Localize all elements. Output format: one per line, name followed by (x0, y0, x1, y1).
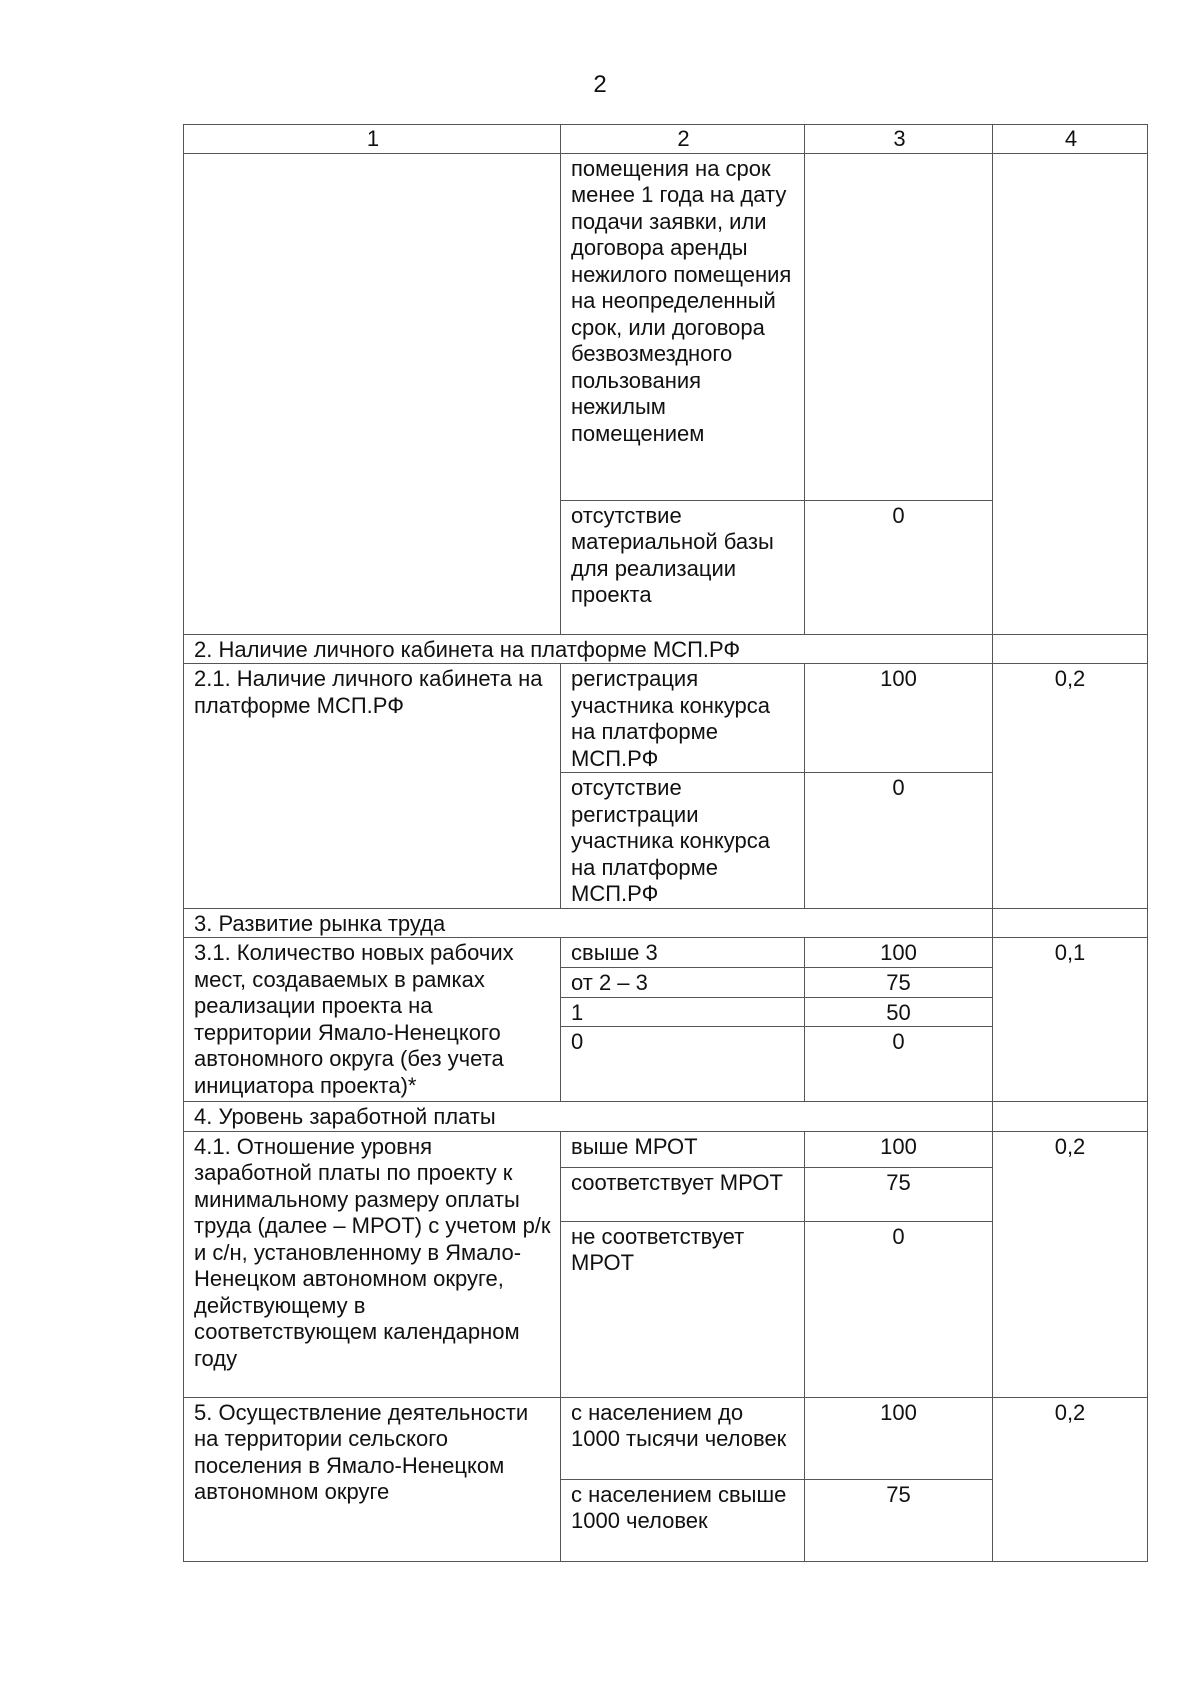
table-row (184, 1397, 1148, 1479)
table-row (184, 1131, 1148, 1167)
table-row (184, 938, 1148, 968)
option-text: помещения на срок менее 1 года на дату подачи заявки, или договора аренды нежилого помещения на неопределенный срок, или договора безвозмездного пользования нежилым помещением (561, 153, 805, 500)
criterion-name: 3.1. Количество новых рабочих мест, создаваемых в рамках реализации проекта на территории Ямало-Ненецкого автономного округа (без учета инициатора проекта)* (184, 938, 561, 1102)
option-text: от 2 – 3 (561, 968, 805, 998)
section-weight-cell (993, 908, 1148, 938)
criterion-weight: 0,1 (993, 938, 1148, 1102)
option-text: с населением свыше 1000 человек (561, 1479, 805, 1561)
column-number-1: 1 (184, 125, 561, 154)
option-text: соответствует МРОТ (561, 1167, 805, 1221)
section-row (184, 1102, 1148, 1132)
criterion-weight: 0,2 (993, 1131, 1148, 1397)
criteria-table (183, 124, 1148, 1562)
section-row (184, 634, 1148, 664)
section-weight-cell (993, 634, 1148, 664)
option-score: 75 (805, 1479, 993, 1561)
section-title: 4. Уровень заработной платы (184, 1102, 993, 1132)
criterion-weight: 0,2 (993, 1397, 1148, 1561)
option-text: 1 (561, 997, 805, 1027)
option-score (805, 153, 993, 500)
option-score: 100 (805, 1131, 993, 1167)
option-score: 50 (805, 997, 993, 1027)
table-row (184, 664, 1148, 773)
option-text: свыше 3 (561, 938, 805, 968)
option-score: 0 (805, 1221, 993, 1397)
column-number-2: 2 (561, 125, 805, 154)
table-header-row (184, 125, 1148, 154)
weight-cell (993, 153, 1148, 634)
section-row (184, 908, 1148, 938)
option-text: выше МРОТ (561, 1131, 805, 1167)
column-number-3: 3 (805, 125, 993, 154)
option-score: 75 (805, 1167, 993, 1221)
option-text: не соответствует МРОТ (561, 1221, 805, 1397)
criterion-name: 5. Осуществление деятельности на территории сельского поселения в Ямало-Ненецком автономном округе (184, 1397, 561, 1561)
criterion-name: 2.1. Наличие личного кабинета на платформе МСП.РФ (184, 664, 561, 909)
section-title: 2. Наличие личного кабинета на платформе МСП.РФ (184, 634, 993, 664)
criterion-weight: 0,2 (993, 664, 1148, 909)
option-score: 0 (805, 500, 993, 634)
section-weight-cell (993, 1102, 1148, 1132)
option-text: регистрация участника конкурса на платформе МСП.РФ (561, 664, 805, 773)
criterion-name: 4.1. Отношение уровня заработной платы по проекту к минимальному размеру оплаты труда (далее – МРОТ) с учетом р/к и с/н, установленному в Ямало-Ненецком автономном округе, действующему в соответствующем календарном году (184, 1131, 561, 1397)
column-number-4: 4 (993, 125, 1148, 154)
option-score: 0 (805, 1027, 993, 1102)
option-text: 0 (561, 1027, 805, 1102)
option-score: 100 (805, 664, 993, 773)
option-score: 100 (805, 938, 993, 968)
option-text: отсутствие регистрации участника конкурса на платформе МСП.РФ (561, 773, 805, 909)
option-score: 0 (805, 773, 993, 909)
option-score: 100 (805, 1397, 993, 1479)
section-title: 3. Развитие рынка труда (184, 908, 993, 938)
continued-criterion-cell (184, 153, 561, 634)
page-number: 2 (593, 71, 607, 98)
table-row (184, 153, 1148, 500)
option-text: с населением до 1000 тысячи человек (561, 1397, 805, 1479)
option-score: 75 (805, 968, 993, 998)
option-text: отсутствие материальной базы для реализации проекта (561, 500, 805, 634)
